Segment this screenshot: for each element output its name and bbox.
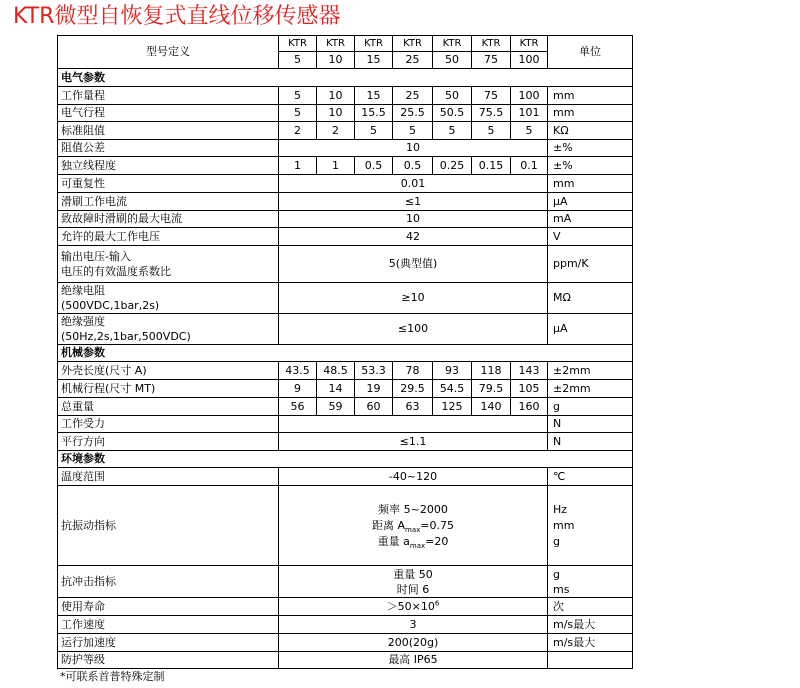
row-label: 抗振动指标 bbox=[58, 486, 279, 566]
value-cell: 0.1 bbox=[511, 157, 548, 175]
unit-line: g bbox=[553, 567, 560, 581]
value-cell: 最高 IP65 bbox=[279, 652, 548, 669]
table-row bbox=[58, 246, 633, 283]
value-cell: 10 bbox=[317, 105, 355, 122]
table-row bbox=[58, 140, 633, 157]
value-cell: 5 bbox=[433, 122, 472, 140]
header-size: 10 bbox=[317, 52, 355, 69]
table-row bbox=[58, 211, 633, 228]
row-label: 使用寿命 bbox=[58, 598, 279, 616]
row-label: 可重复性 bbox=[58, 175, 279, 193]
value-cell: 105 bbox=[511, 380, 548, 398]
header-size: 5 bbox=[279, 52, 317, 69]
row-label bbox=[58, 246, 279, 283]
value-cell: 50 bbox=[433, 87, 472, 105]
row-label: 工作速度 bbox=[58, 616, 279, 634]
header-row bbox=[58, 36, 633, 52]
header-series: KTR bbox=[433, 36, 472, 52]
table-row bbox=[58, 380, 633, 398]
section-row bbox=[58, 451, 633, 468]
unit-cell: ℃ bbox=[548, 468, 633, 486]
section-row bbox=[58, 69, 633, 87]
value-cell: 1 bbox=[317, 157, 355, 175]
table-row bbox=[58, 566, 633, 598]
header-series: KTR bbox=[279, 36, 317, 52]
table-row bbox=[58, 122, 633, 140]
unit-cell: g bbox=[548, 398, 633, 416]
table-row bbox=[58, 193, 633, 211]
row-label bbox=[58, 283, 279, 314]
unit-cell: mm bbox=[548, 105, 633, 122]
value-cell: 63 bbox=[393, 398, 433, 416]
table-row bbox=[58, 398, 633, 416]
table-row bbox=[58, 634, 633, 652]
value-cell bbox=[279, 416, 548, 433]
value-cell: 29.5 bbox=[393, 380, 433, 398]
value-cell: ≤1.1 bbox=[279, 433, 548, 451]
section-electrical-title: 电气参数 bbox=[58, 69, 633, 87]
header-series: KTR bbox=[472, 36, 511, 52]
table-row bbox=[58, 486, 633, 566]
value-cell: 43.5 bbox=[279, 362, 317, 380]
row-label bbox=[58, 314, 279, 345]
value-cell: 160 bbox=[511, 398, 548, 416]
table-row bbox=[58, 468, 633, 486]
value-cell: 5 bbox=[511, 122, 548, 140]
unit-cell: mm bbox=[548, 87, 633, 105]
value-cell: 60 bbox=[355, 398, 393, 416]
value-cell: 0.5 bbox=[355, 157, 393, 175]
table-row bbox=[58, 416, 633, 433]
value-cell: 125 bbox=[433, 398, 472, 416]
value-cell: 0.5 bbox=[393, 157, 433, 175]
table-row bbox=[58, 598, 633, 616]
value-cell: 25.5 bbox=[393, 105, 433, 122]
row-label: 标准阻值 bbox=[58, 122, 279, 140]
header-series: KTR bbox=[317, 36, 355, 52]
value-cell bbox=[279, 598, 548, 616]
table-row bbox=[58, 157, 633, 175]
row-label: 工作受力 bbox=[58, 416, 279, 433]
value-cell: 25 bbox=[393, 87, 433, 105]
value-cell: 0.25 bbox=[433, 157, 472, 175]
value-cell: 15 bbox=[355, 87, 393, 105]
value-cell: 93 bbox=[433, 362, 472, 380]
unit-cell: ppm/K bbox=[548, 246, 633, 283]
unit-cell: N bbox=[548, 433, 633, 451]
value-text: 频率 5~2000 bbox=[378, 502, 448, 516]
page-title: KTR微型自恢复式直线位移传感器 bbox=[13, 4, 341, 29]
unit-cell: m/s最大 bbox=[548, 634, 633, 652]
value-cell: 9 bbox=[279, 380, 317, 398]
value-cell: 0.01 bbox=[279, 175, 548, 193]
header-size: 25 bbox=[393, 52, 433, 69]
row-label: 独立线程度 bbox=[58, 157, 279, 175]
value-cell: 10 bbox=[279, 211, 548, 228]
table-row bbox=[58, 105, 633, 122]
row-label: 允许的最大工作电压 bbox=[58, 228, 279, 246]
row-label: 抗冲击指标 bbox=[58, 566, 279, 598]
row-label-line: (500VDC,1bar,2s) bbox=[61, 299, 160, 312]
value-cell: 53.3 bbox=[355, 362, 393, 380]
value-cell: 79.5 bbox=[472, 380, 511, 398]
value-cell: 19 bbox=[355, 380, 393, 398]
value-cell: 5 bbox=[355, 122, 393, 140]
value-cell bbox=[279, 486, 548, 566]
table-row bbox=[58, 616, 633, 634]
value-subscript: max bbox=[409, 541, 426, 550]
value-cell: 2 bbox=[279, 122, 317, 140]
section-row bbox=[58, 345, 633, 362]
unit-cell: m/s最大 bbox=[548, 616, 633, 634]
value-cell: 50.5 bbox=[433, 105, 472, 122]
row-label-line: 绝缘强度 bbox=[61, 315, 105, 328]
value-cell: 5 bbox=[279, 87, 317, 105]
value-cell: 78 bbox=[393, 362, 433, 380]
unit-cell: ±% bbox=[548, 157, 633, 175]
value-cell: 140 bbox=[472, 398, 511, 416]
header-series: KTR bbox=[355, 36, 393, 52]
unit-line: mm bbox=[553, 518, 575, 532]
row-label: 平行方向 bbox=[58, 433, 279, 451]
unit-cell: mm bbox=[548, 175, 633, 193]
value-line bbox=[281, 534, 545, 550]
header-series: KTR bbox=[393, 36, 433, 52]
value-cell: 56 bbox=[279, 398, 317, 416]
table-row bbox=[58, 283, 633, 314]
value-text: 距离 A bbox=[371, 518, 406, 532]
row-label-line: 绝缘电阻 bbox=[61, 284, 105, 297]
value-cell: 75 bbox=[472, 87, 511, 105]
unit-line: ms bbox=[553, 582, 570, 596]
unit-cell bbox=[548, 652, 633, 669]
value-cell: 10 bbox=[279, 140, 548, 157]
value-cell: 5(典型值) bbox=[279, 246, 548, 283]
row-label-line: (50Hz,2s,1bar,500VDC) bbox=[61, 330, 191, 343]
value-cell: 100 bbox=[511, 87, 548, 105]
unit-cell: 次 bbox=[548, 598, 633, 616]
value-cell: 1 bbox=[279, 157, 317, 175]
value-cell: 54.5 bbox=[433, 380, 472, 398]
row-label: 滑刷工作电流 bbox=[58, 193, 279, 211]
row-label: 致故障时滑刷的最大电流 bbox=[58, 211, 279, 228]
unit-line: g bbox=[553, 534, 560, 548]
value-subscript: max bbox=[405, 525, 421, 534]
section-environmental-title: 环境参数 bbox=[58, 451, 633, 468]
header-size: 15 bbox=[355, 52, 393, 69]
value-cell: -40~120 bbox=[279, 468, 548, 486]
unit-cell: MΩ bbox=[548, 283, 633, 314]
unit-cell: μA bbox=[548, 193, 633, 211]
value-line bbox=[281, 502, 545, 518]
row-label: 防护等级 bbox=[58, 652, 279, 669]
value-cell: 143 bbox=[511, 362, 548, 380]
row-label: 总重量 bbox=[58, 398, 279, 416]
value-text: ＞50×10 bbox=[386, 599, 435, 613]
table-row bbox=[58, 362, 633, 380]
unit-cell: KΩ bbox=[548, 122, 633, 140]
table-row bbox=[58, 433, 633, 451]
value-cell: 2 bbox=[317, 122, 355, 140]
value-cell: 42 bbox=[279, 228, 548, 246]
header-size: 100 bbox=[511, 52, 548, 69]
row-label: 阻值公差 bbox=[58, 140, 279, 157]
value-line: 时间 6 bbox=[396, 582, 430, 596]
value-cell: 5 bbox=[393, 122, 433, 140]
value-cell: ≤1 bbox=[279, 193, 548, 211]
header-unit-label: 单位 bbox=[548, 36, 633, 69]
row-label-line: 输出电压-输入 bbox=[61, 250, 131, 263]
header-series: KTR bbox=[511, 36, 548, 52]
value-line bbox=[281, 518, 545, 534]
unit-cell: N bbox=[548, 416, 633, 433]
table-row bbox=[58, 87, 633, 105]
value-line: 重量 50 bbox=[393, 567, 433, 581]
table-row bbox=[58, 652, 633, 669]
value-cell: 0.15 bbox=[472, 157, 511, 175]
unit-cell bbox=[548, 486, 633, 566]
value-cell: 59 bbox=[317, 398, 355, 416]
value-tail: =20 bbox=[425, 534, 449, 548]
row-label: 温度范围 bbox=[58, 468, 279, 486]
row-label: 机械行程(尺寸 MT) bbox=[58, 380, 279, 398]
table-row bbox=[58, 228, 633, 246]
value-cell: 200(20g) bbox=[279, 634, 548, 652]
value-cell: 48.5 bbox=[317, 362, 355, 380]
value-cell: ≥10 bbox=[279, 283, 548, 314]
unit-cell: ±2mm bbox=[548, 362, 633, 380]
value-cell: 10 bbox=[317, 87, 355, 105]
value-text: 重量 a bbox=[377, 534, 410, 548]
value-cell: 5 bbox=[279, 105, 317, 122]
header-model-label: 型号定义 bbox=[58, 36, 279, 69]
row-label: 运行加速度 bbox=[58, 634, 279, 652]
row-label: 电气行程 bbox=[58, 105, 279, 122]
value-cell: 118 bbox=[472, 362, 511, 380]
value-cell: 3 bbox=[279, 616, 548, 634]
section-mechanical-title: 机械参数 bbox=[58, 345, 633, 362]
row-label: 外壳长度(尺寸 A) bbox=[58, 362, 279, 380]
unit-cell: μA bbox=[548, 314, 633, 345]
footnote: *可联系首普特殊定制 bbox=[60, 670, 165, 683]
table-row bbox=[58, 175, 633, 193]
value-cell: 101 bbox=[511, 105, 548, 122]
value-cell: 5 bbox=[472, 122, 511, 140]
value-cell: 14 bbox=[317, 380, 355, 398]
value-cell bbox=[279, 566, 548, 598]
row-label-line: 电压的有效温度系数比 bbox=[61, 265, 171, 278]
unit-cell: mA bbox=[548, 211, 633, 228]
table-row bbox=[58, 314, 633, 345]
value-cell: ≤100 bbox=[279, 314, 548, 345]
header-size: 50 bbox=[433, 52, 472, 69]
row-label: 工作量程 bbox=[58, 87, 279, 105]
unit-cell bbox=[548, 566, 633, 598]
value-superscript: 6 bbox=[434, 598, 440, 607]
value-tail: =0.75 bbox=[420, 518, 454, 532]
spec-table bbox=[57, 35, 633, 669]
value-cell: 75.5 bbox=[472, 105, 511, 122]
unit-cell: V bbox=[548, 228, 633, 246]
header-size: 75 bbox=[472, 52, 511, 69]
unit-cell: ±% bbox=[548, 140, 633, 157]
unit-cell: ±2mm bbox=[548, 380, 633, 398]
unit-line: Hz bbox=[553, 502, 568, 516]
value-cell: 15.5 bbox=[355, 105, 393, 122]
